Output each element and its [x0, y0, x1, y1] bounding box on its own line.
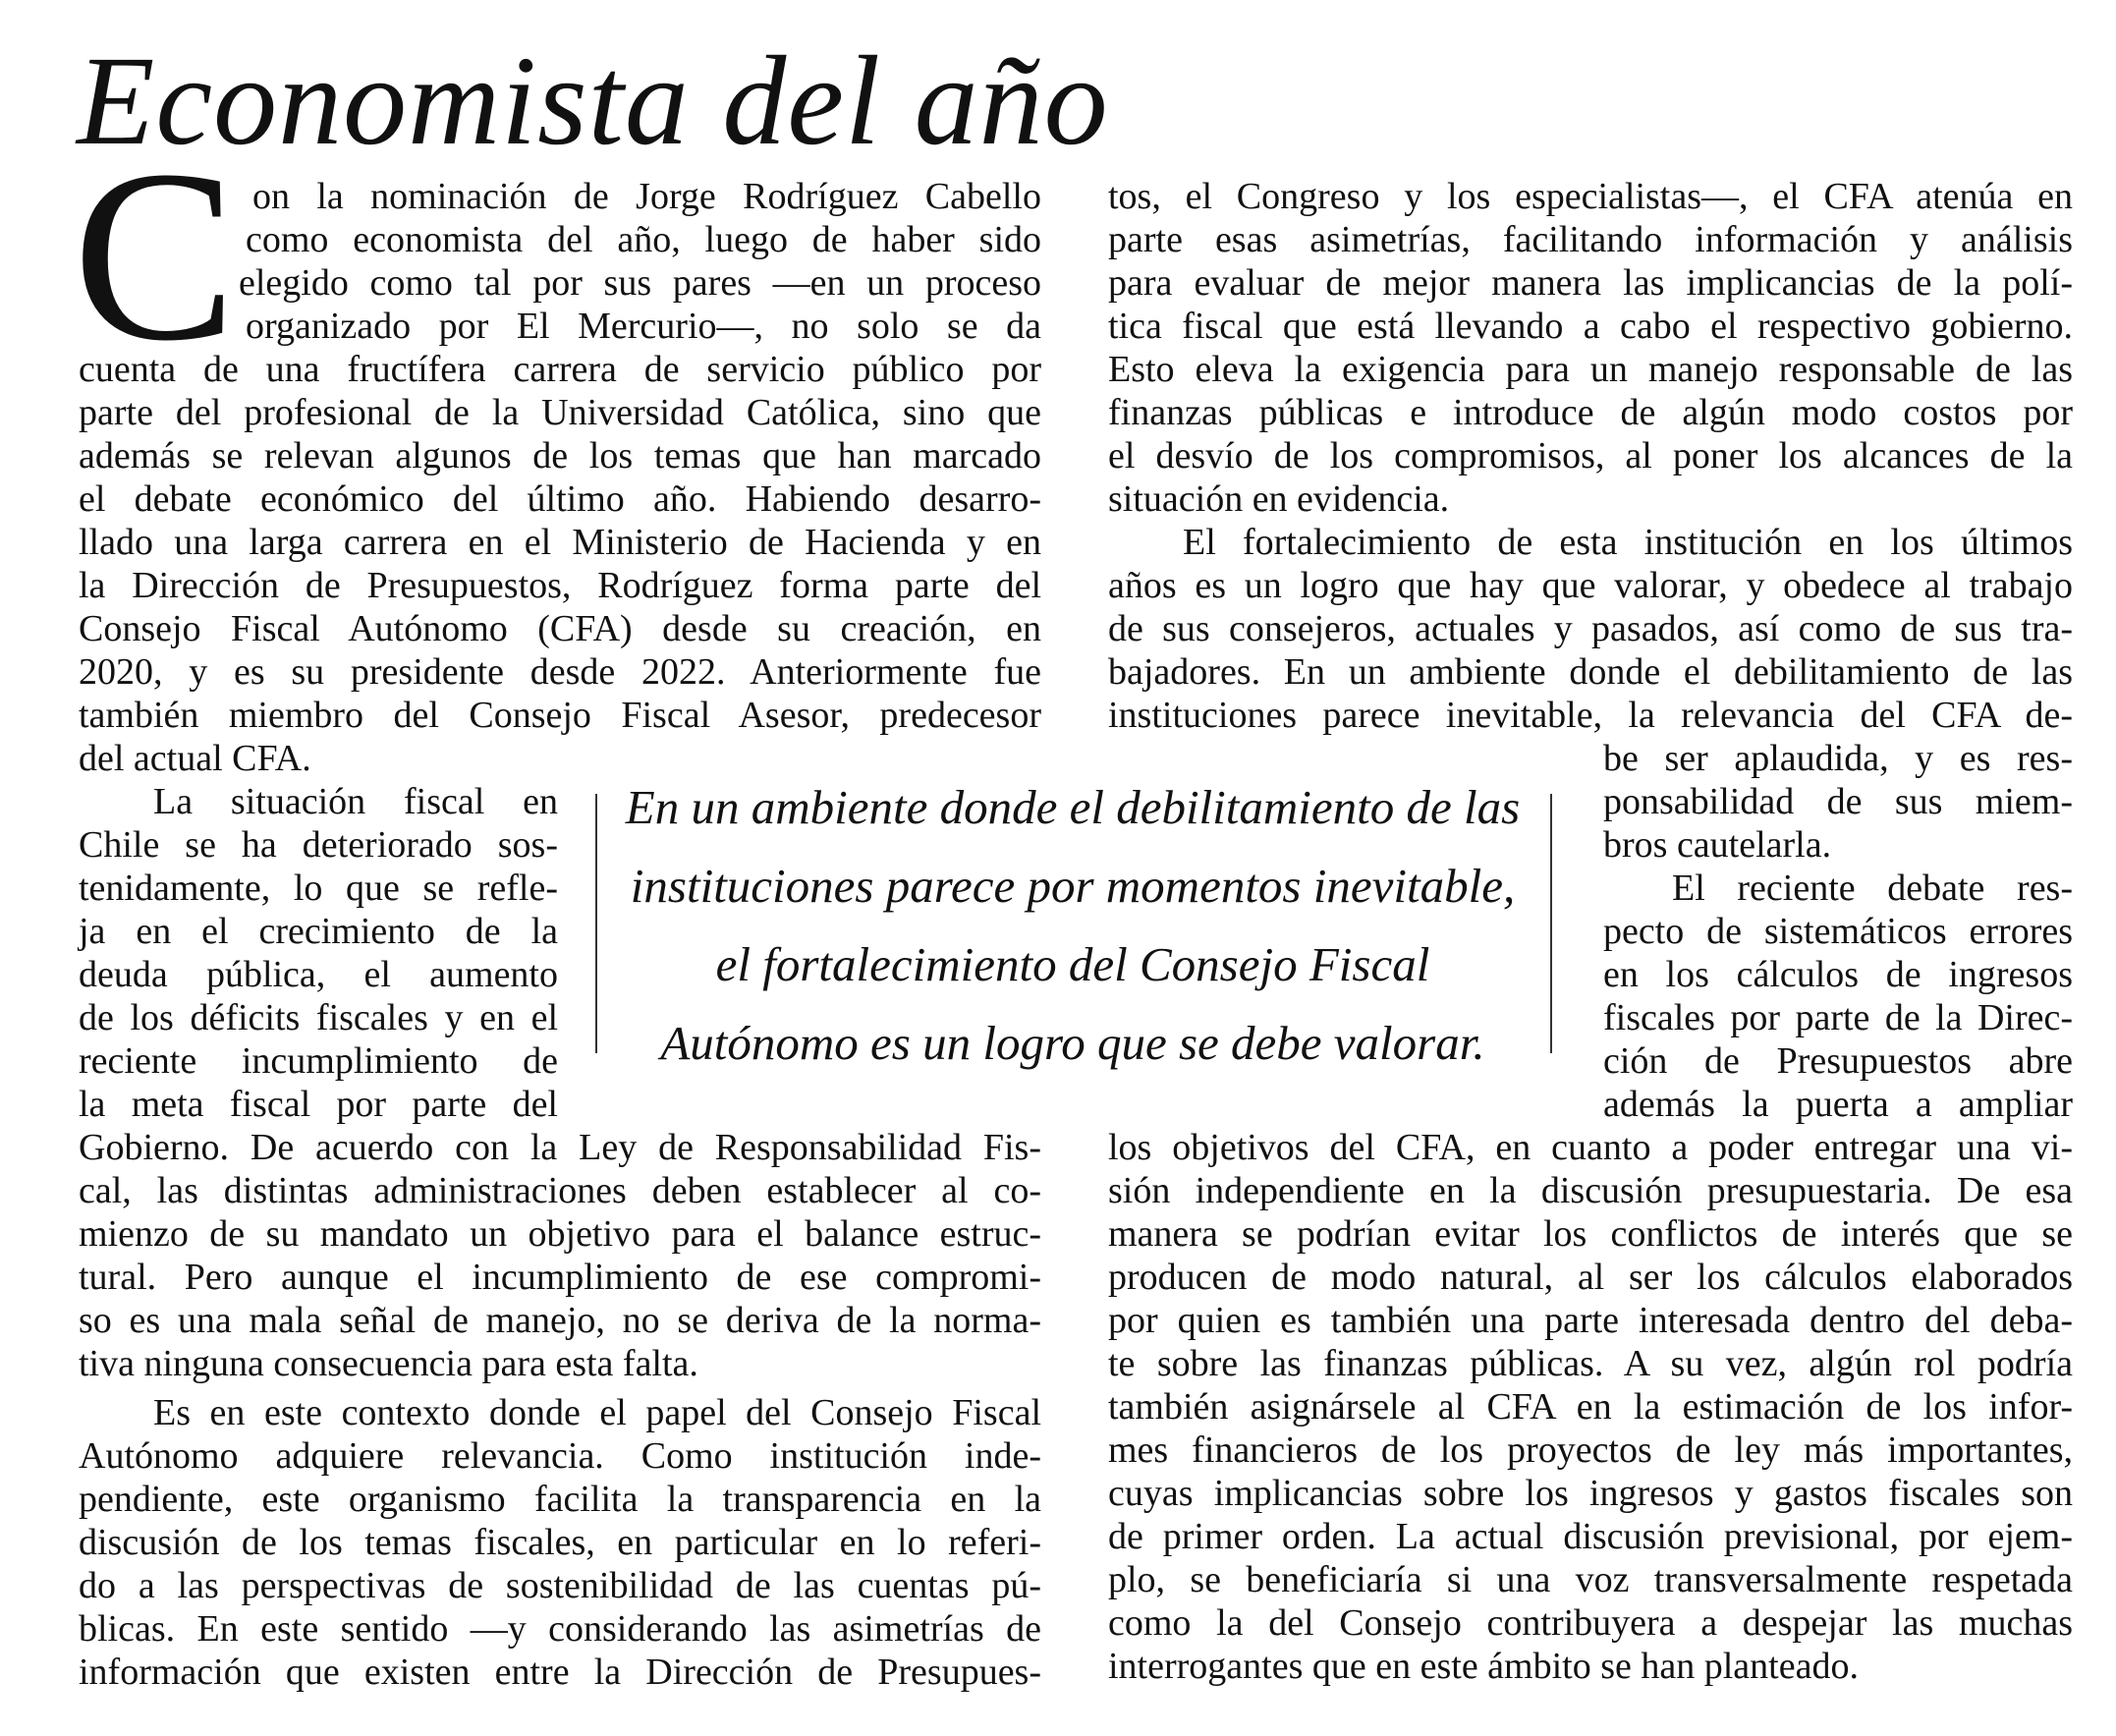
text-line: Es en este contexto donde el papel del Consejo Fiscal	[153, 1392, 1041, 1433]
text-line: pecto de sistemáticos errores	[1603, 911, 2073, 952]
text-line: cuenta de una fructífera carrera de servicio público por	[79, 349, 1041, 390]
text-line: situación en evidencia.	[1108, 478, 1450, 520]
text-line: interrogantes que en este ámbito se han planteado.	[1108, 1646, 1859, 1687]
text-line: llado una larga carrera en el Ministerio de Hacienda y en	[79, 522, 1041, 563]
text-line: la meta fiscal por parte del	[79, 1084, 558, 1125]
text-line: 2020, y es su presidente desde 2022. Anteriormente fue	[79, 651, 1041, 693]
pull-quote-right-rule	[1550, 794, 1552, 1053]
text-line: cuyas implicancias sobre los ingresos y gastos fiscales son	[1108, 1473, 2073, 1514]
text-line: como economista del año, luego de haber sido	[246, 219, 1041, 260]
text-line: el desvío de los compromisos, al poner los alcances de la	[1108, 435, 2073, 476]
text-line: los objetivos del CFA, en cuanto a poder entregar una vi-	[1108, 1127, 2073, 1168]
text-line: el debate económico del último año. Habiendo desarro-	[79, 478, 1041, 520]
text-line: como la del Consejo contribuyera a despejar las muchas	[1108, 1602, 2073, 1644]
pull-quote-line: Autónomo es un logro que se debe valorar.	[660, 1016, 1485, 1070]
text-line: de sus consejeros, actuales y pasados, así como de sus tra-	[1108, 608, 2073, 649]
text-line: manera se podrían evitar los conflictos de interés que se	[1108, 1213, 2073, 1255]
text-line: Consejo Fiscal Autónomo (CFA) desde su creación, en	[79, 608, 1041, 649]
text-line: ponsabilidad de sus miem-	[1603, 781, 2073, 822]
text-line: fiscales por parte de la Direc-	[1603, 997, 2073, 1038]
text-line: deuda pública, el aumento	[79, 954, 558, 995]
text-line: do a las perspectivas de sostenibilidad de las cuentas pú-	[79, 1565, 1041, 1606]
text-line: Esto eleva la exigencia para un manejo responsable de las	[1108, 349, 2073, 390]
text-line: tica fiscal que está llevando a cabo el respectivo gobierno.	[1108, 306, 2073, 347]
text-line: elegido como tal por sus pares —en un proceso	[239, 262, 1041, 304]
text-line: de primer orden. La actual discusión previsional, por ejem-	[1108, 1516, 2073, 1557]
text-line: organizado por El Mercurio—, no solo se da	[246, 306, 1041, 347]
text-line: información que existen entre la Dirección de Presupues-	[79, 1652, 1041, 1693]
text-line: la Dirección de Presupuestos, Rodríguez forma parte del	[79, 565, 1041, 606]
pull-quote-line: el fortalecimiento del Consejo Fiscal	[715, 937, 1430, 991]
text-line: El reciente debate res-	[1672, 868, 2073, 909]
text-line: so es una mala señal de manejo, no se deriva de la norma-	[79, 1300, 1041, 1341]
text-line: Chile se ha deteriorado sos-	[79, 824, 558, 866]
pull-quote-line: instituciones parece por momentos inevitable,	[630, 859, 1516, 913]
text-line: en los cálculos de ingresos	[1603, 954, 2073, 995]
text-line: bajadores. En un ambiente donde el debilitamiento de las	[1108, 651, 2073, 693]
text-line: blicas. En este sentido —y considerando las asimetrías de	[79, 1608, 1041, 1650]
text-line: Autónomo adquiere relevancia. Como institución inde-	[79, 1435, 1041, 1477]
pull-quote-line: En un ambiente donde el debilitamiento de las	[625, 780, 1521, 834]
article-title: Economista del año	[77, 30, 1109, 172]
text-line: plo, se beneficiaría si una voz transversalmente respetada	[1108, 1559, 2073, 1600]
text-line: ción de Presupuestos abre	[1603, 1040, 2073, 1082]
text-line: be ser aplaudida, y es res-	[1603, 738, 2073, 779]
text-line: también miembro del Consejo Fiscal Asesor, predecesor	[79, 695, 1041, 736]
text-line: instituciones parece inevitable, la relevancia del CFA de-	[1108, 695, 2073, 736]
text-line: años es un logro que hay que valorar, y obedece al trabajo	[1108, 565, 2073, 606]
text-line: ja en el crecimiento de la	[79, 911, 558, 952]
text-line: on la nominación de Jorge Rodríguez Cabello	[252, 176, 1041, 217]
drop-cap: C	[73, 120, 237, 392]
text-line: Gobierno. De acuerdo con la Ley de Responsabilidad Fis-	[79, 1127, 1041, 1168]
text-line: mienzo de su mandato un objetivo para el balance estruc-	[79, 1213, 1041, 1255]
text-line: de los déficits fiscales y en el	[79, 997, 558, 1038]
text-line: El fortalecimiento de esta institución en los últimos	[1183, 522, 2073, 563]
text-line: bros cautelarla.	[1603, 824, 1832, 866]
text-line: para evaluar de mejor manera las implicancias de la polí-	[1108, 262, 2073, 304]
text-line: te sobre las finanzas públicas. A su vez, algún rol podría	[1108, 1343, 2073, 1384]
pull-quote-left-rule	[595, 794, 597, 1053]
text-line: del actual CFA.	[79, 738, 311, 779]
text-line: sión independiente en la discusión presupuestaria. De esa	[1108, 1170, 2073, 1211]
text-line: pendiente, este organismo facilita la transparencia en la	[79, 1479, 1041, 1520]
text-line: discusión de los temas fiscales, en particular en lo referi-	[79, 1522, 1041, 1563]
text-line: finanzas públicas e introduce de algún modo costos por	[1108, 392, 2073, 433]
text-line: parte del profesional de la Universidad Católica, sino que	[79, 392, 1041, 433]
text-line: tiva ninguna consecuencia para esta falta.	[79, 1343, 698, 1384]
text-line: mes financieros de los proyectos de ley más importantes,	[1108, 1429, 2073, 1471]
text-line: La situación fiscal en	[153, 781, 558, 822]
text-line: tural. Pero aunque el incumplimiento de ese compromi-	[79, 1257, 1041, 1298]
text-line: por quien es también una parte interesada dentro del deba-	[1108, 1300, 2073, 1341]
text-line: cal, las distintas administraciones deben establecer al co-	[79, 1170, 1041, 1211]
text-line: además se relevan algunos de los temas que han marcado	[79, 435, 1041, 476]
text-line: tos, el Congreso y los especialistas—, el CFA atenúa en	[1108, 176, 2073, 217]
text-line: además la puerta a ampliar	[1603, 1084, 2073, 1125]
text-line: parte esas asimetrías, facilitando información y análisis	[1108, 219, 2073, 260]
text-line: tenidamente, lo que se refle-	[79, 868, 558, 909]
text-line: producen de modo natural, al ser los cálculos elaborados	[1108, 1257, 2073, 1298]
text-line: también asignársele al CFA en la estimación de los infor-	[1108, 1386, 2073, 1428]
text-line: reciente incumplimiento de	[79, 1040, 558, 1082]
